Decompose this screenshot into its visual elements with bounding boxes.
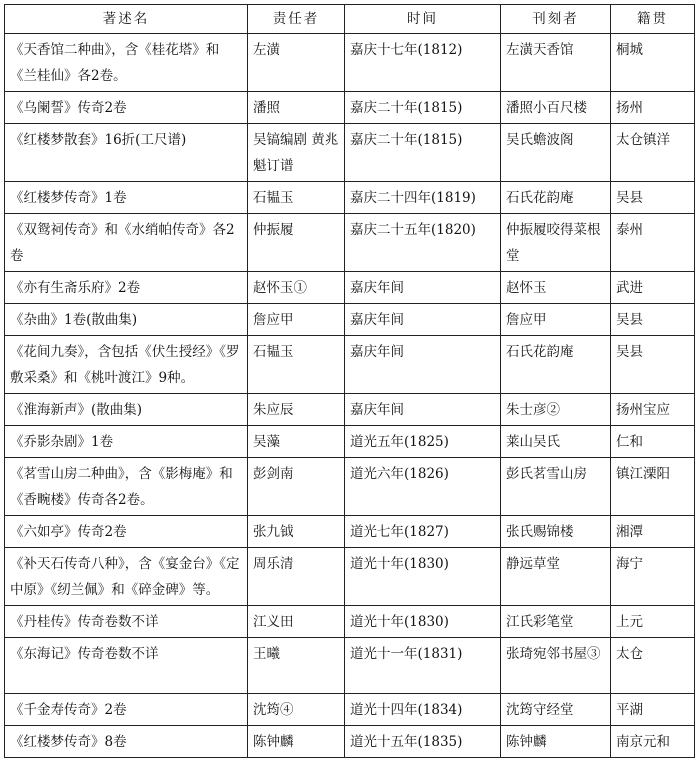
cell-origin: 吴县: [611, 304, 695, 336]
cell-date: 嘉庆二十年(1815): [345, 92, 501, 124]
cell-publisher: 彭氏茗雪山房: [501, 458, 611, 516]
cell-author: 吴镐编剧 黄兆魁订谱: [248, 124, 345, 182]
table-row: [5, 182, 695, 214]
cell-origin: 扬州: [611, 92, 695, 124]
table-row: [5, 304, 695, 336]
cell-publisher: 江氏彩笔堂: [501, 606, 611, 638]
cell-publisher: 陈钟麟: [501, 726, 611, 758]
table-row: [5, 606, 695, 638]
cell-author: 沈筠④: [248, 694, 345, 726]
cell-author: 詹应甲: [248, 304, 345, 336]
cell-date: 道光十年(1830): [345, 606, 501, 638]
cell-origin: 镇江溧阳: [611, 458, 695, 516]
table-row: [5, 726, 695, 758]
cell-date: 嘉庆二十年(1815): [345, 124, 501, 182]
cell-publisher: 詹应甲: [501, 304, 611, 336]
cell-publisher: 吴氏蟾波阁: [501, 124, 611, 182]
cell-title: 《红楼梦散套》16折(工尺谱): [5, 124, 248, 182]
cell-date: 道光十一年(1831): [345, 638, 501, 694]
cell-date: 道光五年(1825): [345, 426, 501, 458]
cell-origin: 扬州宝应: [611, 394, 695, 426]
header-date: 时间: [345, 5, 501, 34]
cell-author: 仲振履: [248, 214, 345, 272]
cell-author: 彭剑南: [248, 458, 345, 516]
cell-publisher: 张琦宛邻书屋③: [501, 638, 611, 694]
cell-origin: 仁和: [611, 426, 695, 458]
cell-publisher: 莱山吴氏: [501, 426, 611, 458]
cell-author: 周乐清: [248, 548, 345, 606]
cell-title: 《乔影杂剧》1卷: [5, 426, 248, 458]
header-publisher: 刊刻者: [501, 5, 611, 34]
catalog-table: [4, 4, 695, 758]
header-author: 责任者: [248, 5, 345, 34]
cell-title: 《双鸳祠传奇》和《水绡帕传奇》各2卷: [5, 214, 248, 272]
cell-author: 左潢: [248, 34, 345, 92]
cell-title: 《天香馆二种曲》，含《桂花塔》和《兰桂仙》各2卷。: [5, 34, 248, 92]
cell-author: 张九钺: [248, 516, 345, 548]
cell-date: 嘉庆年间: [345, 336, 501, 394]
cell-date: 嘉庆年间: [345, 304, 501, 336]
cell-publisher: 潘照小百尺楼: [501, 92, 611, 124]
table-row: [5, 124, 695, 182]
cell-publisher: 仲振履咬得菜根堂: [501, 214, 611, 272]
cell-publisher: 石氏花韵庵: [501, 336, 611, 394]
cell-title: 《亦有生斋乐府》2卷: [5, 272, 248, 304]
cell-title: 《六如亭》传奇2卷: [5, 516, 248, 548]
table-row: [5, 394, 695, 426]
table-row: [5, 336, 695, 394]
table-row: [5, 694, 695, 726]
table-row: [5, 34, 695, 92]
cell-origin: 湘潭: [611, 516, 695, 548]
cell-publisher: 左潢天香馆: [501, 34, 611, 92]
cell-title: 《茗雪山房二种曲》，含《影梅庵》和《香畹楼》传奇各2卷。: [5, 458, 248, 516]
cell-author: 王曦: [248, 638, 345, 694]
cell-origin: 太仓镇洋: [611, 124, 695, 182]
cell-date: 嘉庆二十五年(1820): [345, 214, 501, 272]
table-row: [5, 272, 695, 304]
cell-publisher: 沈筠守经堂: [501, 694, 611, 726]
cell-origin: 南京元和: [611, 726, 695, 758]
cell-date: 道光七年(1827): [345, 516, 501, 548]
cell-author: 潘照: [248, 92, 345, 124]
cell-title: 《红楼梦传奇》1卷: [5, 182, 248, 214]
cell-title: 《红楼梦传奇》8卷: [5, 726, 248, 758]
table-row: [5, 458, 695, 516]
cell-author: 陈钟麟: [248, 726, 345, 758]
cell-origin: 海宁: [611, 548, 695, 606]
cell-author: 石韫玉: [248, 182, 345, 214]
cell-date: 道光十年(1830): [345, 548, 501, 606]
cell-date: 道光十四年(1834): [345, 694, 501, 726]
cell-date: 嘉庆年间: [345, 394, 501, 426]
cell-title: 《丹桂传》传奇卷数不详: [5, 606, 248, 638]
table-row: [5, 548, 695, 606]
cell-author: 朱应辰: [248, 394, 345, 426]
table-row: [5, 638, 695, 694]
cell-origin: 泰州: [611, 214, 695, 272]
cell-author: 江义田: [248, 606, 345, 638]
cell-origin: 吴县: [611, 336, 695, 394]
table-row: [5, 214, 695, 272]
cell-author: 石韫玉: [248, 336, 345, 394]
cell-publisher: 赵怀玉: [501, 272, 611, 304]
cell-origin: 上元: [611, 606, 695, 638]
cell-author: 吴藻: [248, 426, 345, 458]
cell-title: 《淮海新声》(散曲集): [5, 394, 248, 426]
cell-publisher: 朱士彦②: [501, 394, 611, 426]
cell-origin: 太仓: [611, 638, 695, 694]
cell-title: 《乌阑誓》传奇2卷: [5, 92, 248, 124]
cell-origin: 桐城: [611, 34, 695, 92]
header-origin: 籍贯: [611, 5, 695, 34]
cell-author: 赵怀玉①: [248, 272, 345, 304]
cell-title: 《花间九奏》，含包括《伏生授经》《罗敷采桑》和《桃叶渡江》9种。: [5, 336, 248, 394]
cell-publisher: 静远草堂: [501, 548, 611, 606]
cell-publisher: 张氏赐锦楼: [501, 516, 611, 548]
cell-date: 嘉庆十七年(1812): [345, 34, 501, 92]
cell-title: 《东海记》传奇卷数不详: [5, 638, 248, 694]
cell-origin: 平湖: [611, 694, 695, 726]
header-row: [5, 5, 695, 34]
cell-date: 道光六年(1826): [345, 458, 501, 516]
cell-title: 《千金寿传奇》2卷: [5, 694, 248, 726]
cell-title: 《补天石传奇八种》，含《宴金台》《定中原》《纫兰佩》和《碎金碑》等。: [5, 548, 248, 606]
cell-origin: 吴县: [611, 182, 695, 214]
table-row: [5, 92, 695, 124]
cell-date: 嘉庆二十四年(1819): [345, 182, 501, 214]
cell-title: 《杂曲》1卷(散曲集): [5, 304, 248, 336]
header-title: 著述名: [5, 5, 248, 34]
table-row: [5, 426, 695, 458]
table-row: [5, 516, 695, 548]
cell-publisher: 石氏花韵庵: [501, 182, 611, 214]
cell-date: 道光十五年(1835): [345, 726, 501, 758]
cell-date: 嘉庆年间: [345, 272, 501, 304]
cell-origin: 武进: [611, 272, 695, 304]
